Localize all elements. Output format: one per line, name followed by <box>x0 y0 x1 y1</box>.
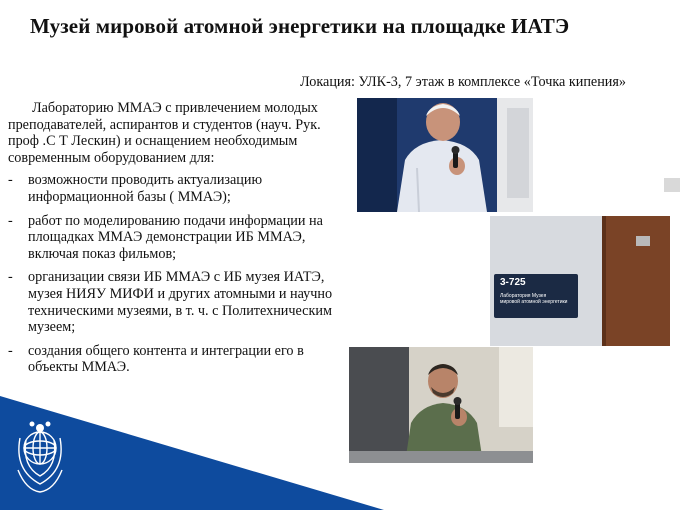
bullet-list <box>8 172 344 376</box>
location-text: Локация: УЛК-3, 7 этаж в комплексе «Точка кипения» <box>300 74 627 90</box>
decor-gray-box <box>664 178 680 192</box>
photo-door-sign <box>490 216 670 346</box>
photo-speaker-young <box>349 347 533 463</box>
list-item <box>8 269 344 335</box>
bullet-dash: - <box>8 269 13 286</box>
sign-room-number: 3-725 <box>500 277 526 288</box>
bullet-text: работ по моделированию подачи информации на площадках ММАЭ демонстрации ИБ ММАЭ, включая показ фильмов; <box>28 212 323 262</box>
sign-caption <box>500 293 567 305</box>
photo-speaker-elder <box>357 98 533 212</box>
list-item <box>8 213 344 263</box>
institute-logo-icon <box>10 410 74 502</box>
bullet-dash: - <box>8 212 13 229</box>
list-item <box>8 343 344 376</box>
content-text <box>8 100 344 383</box>
bullet-text: возможности проводить актуализацию информационной базы ( ММАЭ); <box>28 172 263 205</box>
sign-line1: Лаборатория Музея <box>500 293 547 299</box>
bullet-text: создания общего контента и интеграции его в объекты ММАЭ. <box>28 342 304 376</box>
bullet-text: организации связи ИБ ММАЭ с ИБ музея ИАТЭ, музея НИЯУ МИФИ и других атомными и научно техническими музеями, в т. ч. с Политехническим музеем; <box>28 269 333 336</box>
slide-title: Музей мировой атомной энергетики на площадке ИАТЭ <box>30 14 570 38</box>
list-item <box>8 172 344 205</box>
bullet-dash: - <box>8 342 13 359</box>
intro-paragraph: Лабораторию ММАЭ с привлечением молодых преподавателей, аспирантов и студентов (науч. Рук. проф .С Т Лескин) и оснащением необходимым современным оборудованием для: <box>8 100 321 166</box>
bullet-dash: - <box>8 172 13 189</box>
sign-line2: мировой атомной энергетики <box>500 299 568 305</box>
